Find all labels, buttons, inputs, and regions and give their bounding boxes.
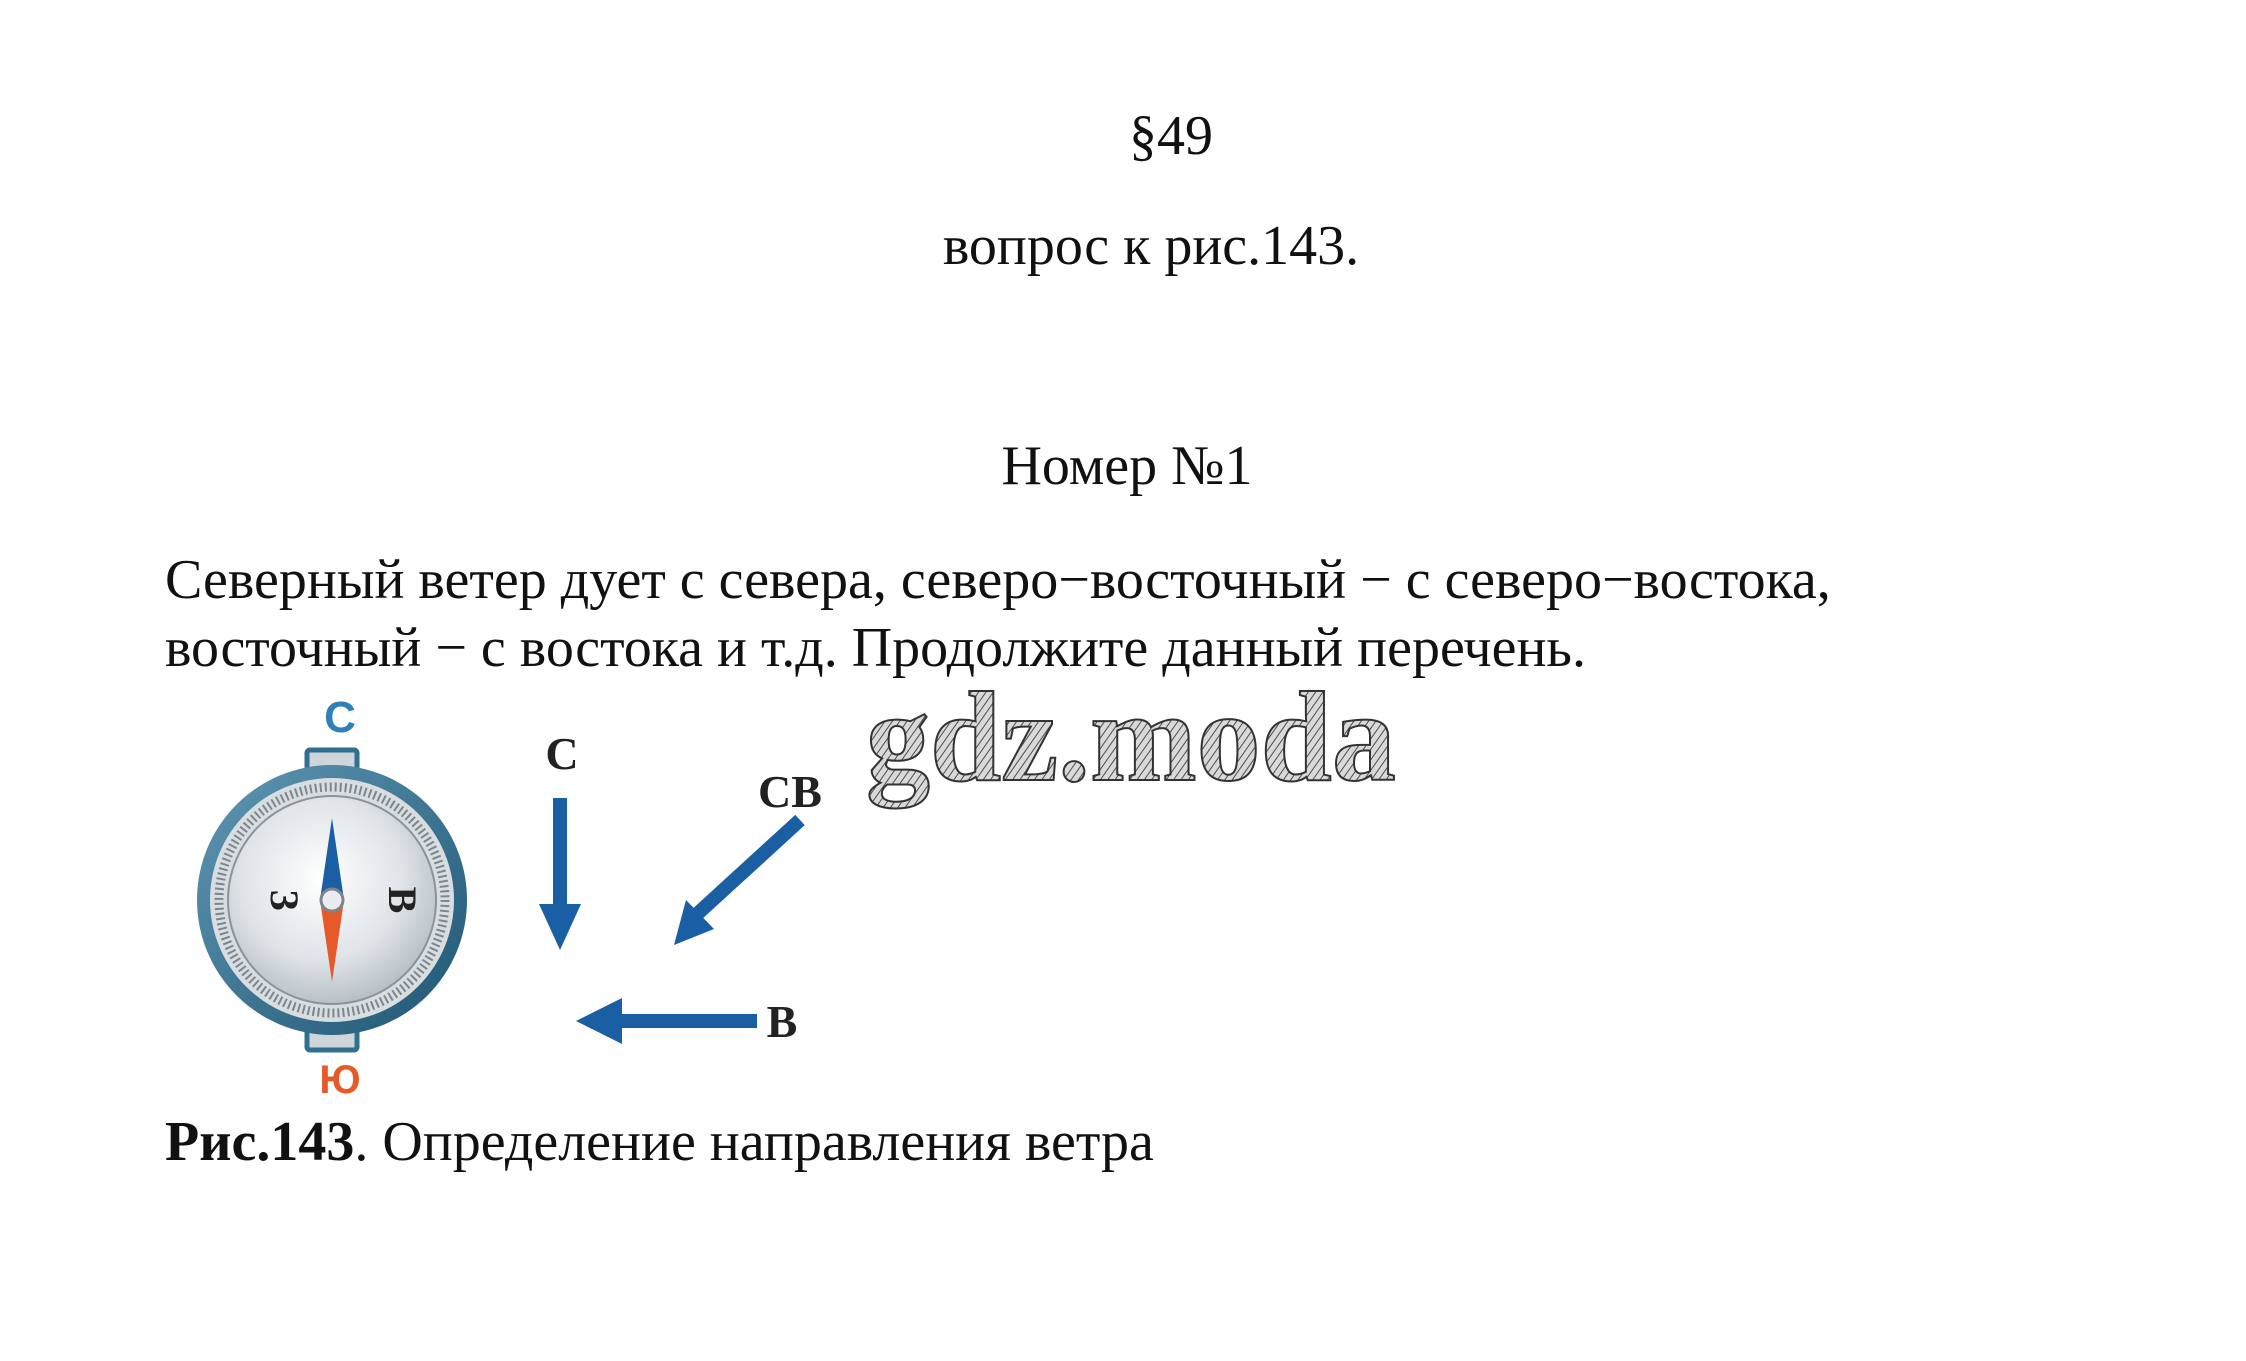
wind-direction-figure: [190, 690, 890, 1110]
east-wind-arrow: [576, 996, 797, 1047]
watermark-logo: [862, 680, 1522, 810]
north-arrow-head: [539, 904, 581, 950]
task-text: [165, 546, 2065, 682]
task-text-line-2: восточный − с востока и т.д. Продолжите данный перечень.: [165, 617, 1586, 679]
compass-north-label: С: [324, 693, 356, 742]
figure-reference: Рис.143: [165, 1111, 355, 1173]
compass-icon: [197, 693, 467, 1102]
compass-pivot: [321, 889, 343, 911]
northeast-wind-arrow: [674, 766, 822, 945]
east-arrow-head: [576, 998, 622, 1044]
north-wind-label: С: [545, 728, 579, 779]
question-reference: вопрос к рис.143.: [942, 215, 1360, 277]
northeast-arrow-shaft: [695, 820, 800, 916]
north-arrow-shaft: [553, 798, 567, 906]
figure-caption: [165, 1111, 1154, 1173]
task-text-line-1: Северный ветер дует с севера, северо−восточный − с северо−востока,: [165, 549, 1831, 611]
figure-caption-text: . Определение направления ветра: [354, 1111, 1154, 1173]
compass-south-label: Ю: [319, 1058, 361, 1102]
section-title: §49: [1129, 105, 1213, 167]
figure-drawing: [190, 690, 890, 1110]
east-wind-label: В: [766, 996, 798, 1047]
northeast-wind-label: СВ: [758, 766, 822, 817]
north-wind-arrow: [539, 728, 581, 950]
compass-west-label: З: [261, 889, 307, 911]
watermark-text: gdz.moda: [866, 680, 1396, 808]
east-arrow-shaft: [622, 1014, 757, 1028]
compass-east-label: В: [379, 886, 425, 914]
task-number: Номер №1: [1001, 435, 1253, 497]
